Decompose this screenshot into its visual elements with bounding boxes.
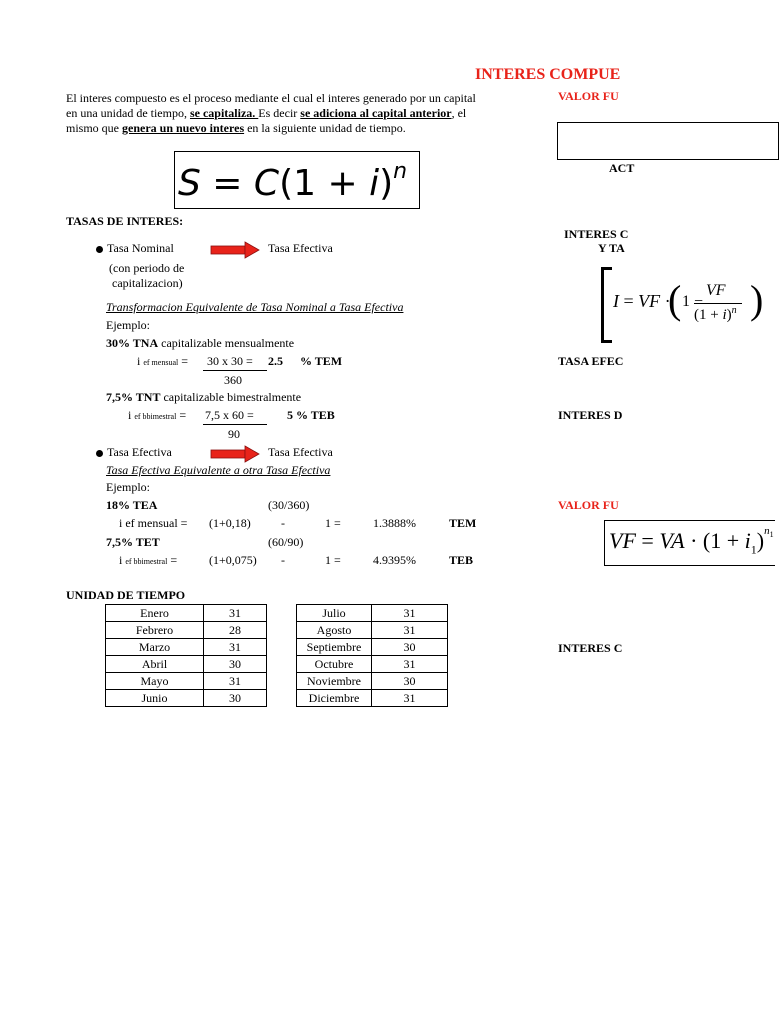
formula-symbol: (1 +	[702, 528, 745, 553]
example-1-rate	[106, 336, 294, 351]
i-symbol: i	[137, 354, 141, 368]
table-row	[297, 690, 448, 707]
bullet-icon	[96, 246, 103, 253]
interes-d-heading: INTERES D	[558, 408, 623, 422]
rate-text: 7,5% TNT	[106, 390, 161, 404]
formula-paren-close: )	[750, 277, 764, 322]
example-2-formula	[128, 408, 186, 423]
month-days-cell: 31	[204, 605, 267, 622]
interes-c-heading-2: INTERES C	[558, 641, 623, 655]
intro-emphasis-genera: genera un nuevo interes	[122, 121, 245, 135]
equals: =	[167, 553, 178, 567]
formula-valor-futuro	[609, 524, 774, 557]
transformacion-title: Transformacion Equivalente de Tasa Nominal a Tasa Efectiva	[106, 300, 404, 314]
arrow-right-icon	[210, 446, 260, 462]
example-2-numerator: 7,5 x 60 =	[205, 408, 254, 422]
i-subscript: ef bbimestral	[125, 557, 168, 566]
formula-symbol: I	[613, 291, 619, 311]
rate-desc: capitalizable bimestralmente	[163, 390, 302, 404]
rate-text: 30% TNA	[106, 336, 159, 350]
example-4-exponent: (60/90)	[268, 535, 304, 549]
formula-symbol: (1 +	[279, 163, 370, 204]
table-row	[297, 622, 448, 639]
intro-line-2	[66, 106, 466, 121]
rate-desc: capitalizable mensualmente	[161, 336, 295, 350]
example-1-formula	[137, 354, 188, 369]
example-4-value: 4.9395%	[373, 553, 416, 567]
formula-symbol: i	[744, 528, 751, 553]
intro-line-1: El interes compuesto es el proceso mediante el cual el interes generado por un capital	[66, 91, 476, 105]
example-1-result: 2.5	[268, 354, 283, 368]
formula-symbol: C	[253, 163, 280, 204]
i-subscript: ef mensual	[143, 358, 179, 367]
formula-symbol: )	[726, 307, 732, 323]
intro-line-3	[66, 121, 406, 136]
equals: =	[178, 354, 188, 368]
i-symbol: i	[119, 553, 123, 567]
formula-symbol: =	[200, 163, 254, 204]
example-3-minus: -	[281, 516, 285, 530]
formula-one-minus: 1 −	[682, 293, 704, 310]
formula-bracket-icon	[601, 267, 612, 343]
table-row	[106, 639, 267, 656]
formula-symbol: )	[379, 163, 394, 204]
example-4-rate: 7,5% TET	[106, 535, 160, 549]
month-name-cell: Abril	[106, 656, 204, 673]
month-days-cell: 31	[372, 656, 448, 673]
intro-emphasis-capitaliza: se capitaliza.	[189, 106, 259, 120]
month-days-cell: 31	[372, 690, 448, 707]
month-days-cell: 31	[372, 605, 448, 622]
example-1-denominator: 360	[224, 373, 242, 387]
example-1-numerator: 30 x 30 =	[207, 354, 253, 368]
i-subscript: ef bbimestral	[134, 412, 177, 421]
tasas-heading: TASAS DE INTERES:	[66, 214, 184, 228]
month-name-cell: Enero	[106, 605, 204, 622]
fraction-line	[694, 303, 742, 304]
formula-fraction-den	[694, 305, 737, 324]
example-3-rate: 18% TEA	[106, 498, 158, 512]
example-1-unit: % TEM	[300, 354, 343, 368]
intro-text: en la siguiente unidad de tiempo.	[244, 121, 406, 135]
efectiva-b-label: Tasa Efectiva	[268, 445, 333, 459]
main-formula	[178, 154, 407, 206]
month-name-cell: Agosto	[297, 622, 372, 639]
formula-symbol: ·	[660, 291, 671, 311]
month-name-cell: Julio	[297, 605, 372, 622]
month-name-cell: Noviembre	[297, 673, 372, 690]
input-box	[557, 122, 779, 160]
formula-symbol: ·	[684, 528, 703, 553]
example-3-unit: TEM	[449, 516, 477, 530]
month-days-cell: 31	[204, 639, 267, 656]
example-4-minus: -	[281, 553, 285, 567]
table-row	[297, 639, 448, 656]
equals: =	[176, 408, 187, 422]
example-4-base: (1+0,075)	[209, 553, 257, 567]
example-2-result: 5 % TEB	[287, 408, 335, 422]
valor-futuro-heading-1: VALOR FU	[558, 89, 619, 103]
table-row	[106, 690, 267, 707]
formula-symbol: VF	[638, 291, 661, 311]
periodo-note-2: capitalizacion)	[112, 276, 183, 290]
formula-exponent-n: n	[764, 524, 770, 537]
intro-text: , el	[451, 106, 467, 120]
formula-symbol: =	[635, 528, 660, 553]
month-days-cell: 30	[372, 639, 448, 656]
example-3-one: 1 =	[325, 516, 341, 530]
formula-fraction-num: VF	[706, 282, 726, 299]
month-name-cell: Marzo	[106, 639, 204, 656]
formula-symbol: (1 +	[694, 307, 723, 323]
formula-interes	[613, 291, 671, 312]
efectiva-a-label: Tasa Efectiva	[107, 445, 172, 459]
example-4-label	[119, 553, 177, 568]
month-days-cell: 30	[204, 656, 267, 673]
month-days-cell: 31	[204, 673, 267, 690]
example-2-rate	[106, 390, 301, 405]
month-name-cell: Mayo	[106, 673, 204, 690]
intro-emphasis-adiciona: se adiciona al capital anterior	[300, 106, 452, 120]
page-title: INTERES COMPUE	[475, 66, 621, 83]
intro-text: Es decir	[258, 106, 301, 120]
formula-paren-open: (	[668, 277, 682, 322]
example-3-exponent: (30/360)	[268, 498, 310, 512]
ejemplo-label-2: Ejemplo:	[106, 480, 150, 494]
intro-text: en una unidad de tiempo,	[66, 106, 190, 120]
formula-symbol: i	[722, 307, 727, 323]
formula-exponent: n	[393, 159, 408, 184]
interes-c-heading-1: INTERES C	[564, 227, 629, 241]
month-name-cell: Febrero	[106, 622, 204, 639]
month-days-cell: 30	[204, 690, 267, 707]
intro-text: mismo que	[66, 121, 122, 135]
table-row	[106, 656, 267, 673]
month-name-cell: Octubre	[297, 656, 372, 673]
tasa-efectiva-heading: TASA EFEC	[558, 354, 624, 368]
fraction-line	[203, 424, 267, 425]
nominal-label: Tasa Nominal	[107, 241, 174, 255]
formula-subscript: 1	[750, 542, 757, 557]
formula-exponent	[764, 525, 774, 537]
table-row	[297, 605, 448, 622]
valor-futuro-heading-2: VALOR FU	[558, 498, 619, 512]
formula-symbol: =	[619, 291, 639, 311]
example-3-label: i ef mensual =	[119, 516, 188, 530]
month-name-cell: Diciembre	[297, 690, 372, 707]
months-table-right	[296, 604, 448, 707]
formula-symbol: VF	[609, 528, 636, 553]
i-symbol: i	[128, 408, 132, 422]
table-row	[297, 656, 448, 673]
month-name-cell: Septiembre	[297, 639, 372, 656]
month-name-cell: Junio	[106, 690, 204, 707]
equivalente-title: Tasa Efectiva Equivalente a otra Tasa Efectiva	[106, 463, 331, 477]
formula-symbol: )	[756, 528, 765, 553]
table-row	[106, 605, 267, 622]
example-2-denominator: 90	[228, 427, 240, 441]
fraction-line	[203, 370, 267, 371]
table-row	[297, 673, 448, 690]
formula-exponent: n	[731, 305, 737, 316]
month-days-cell: 31	[372, 622, 448, 639]
ejemplo-label: Ejemplo:	[106, 318, 150, 332]
example-3-base: (1+0,18)	[209, 516, 251, 530]
example-4-unit: TEB	[449, 553, 474, 567]
act-label: ACT	[609, 161, 635, 175]
formula-symbol: i	[369, 163, 380, 204]
periodo-note-1: (con periodo de	[109, 261, 185, 275]
efectiva-label: Tasa Efectiva	[268, 241, 333, 255]
month-days-cell: 28	[204, 622, 267, 639]
formula-symbol: VA	[659, 528, 685, 553]
example-3-value: 1.3888%	[373, 516, 416, 530]
example-4-one: 1 =	[325, 553, 341, 567]
month-days-cell: 30	[372, 673, 448, 690]
y-ta-label: Y TA	[598, 241, 625, 255]
table-row	[106, 673, 267, 690]
unidad-heading: UNIDAD DE TIEMPO	[66, 588, 186, 602]
formula-symbol: S	[178, 163, 201, 204]
bullet-icon	[96, 450, 103, 457]
months-table-left	[105, 604, 267, 707]
arrow-right-icon	[210, 242, 260, 258]
table-row	[106, 622, 267, 639]
formula-exponent-sub: 1	[769, 529, 774, 539]
